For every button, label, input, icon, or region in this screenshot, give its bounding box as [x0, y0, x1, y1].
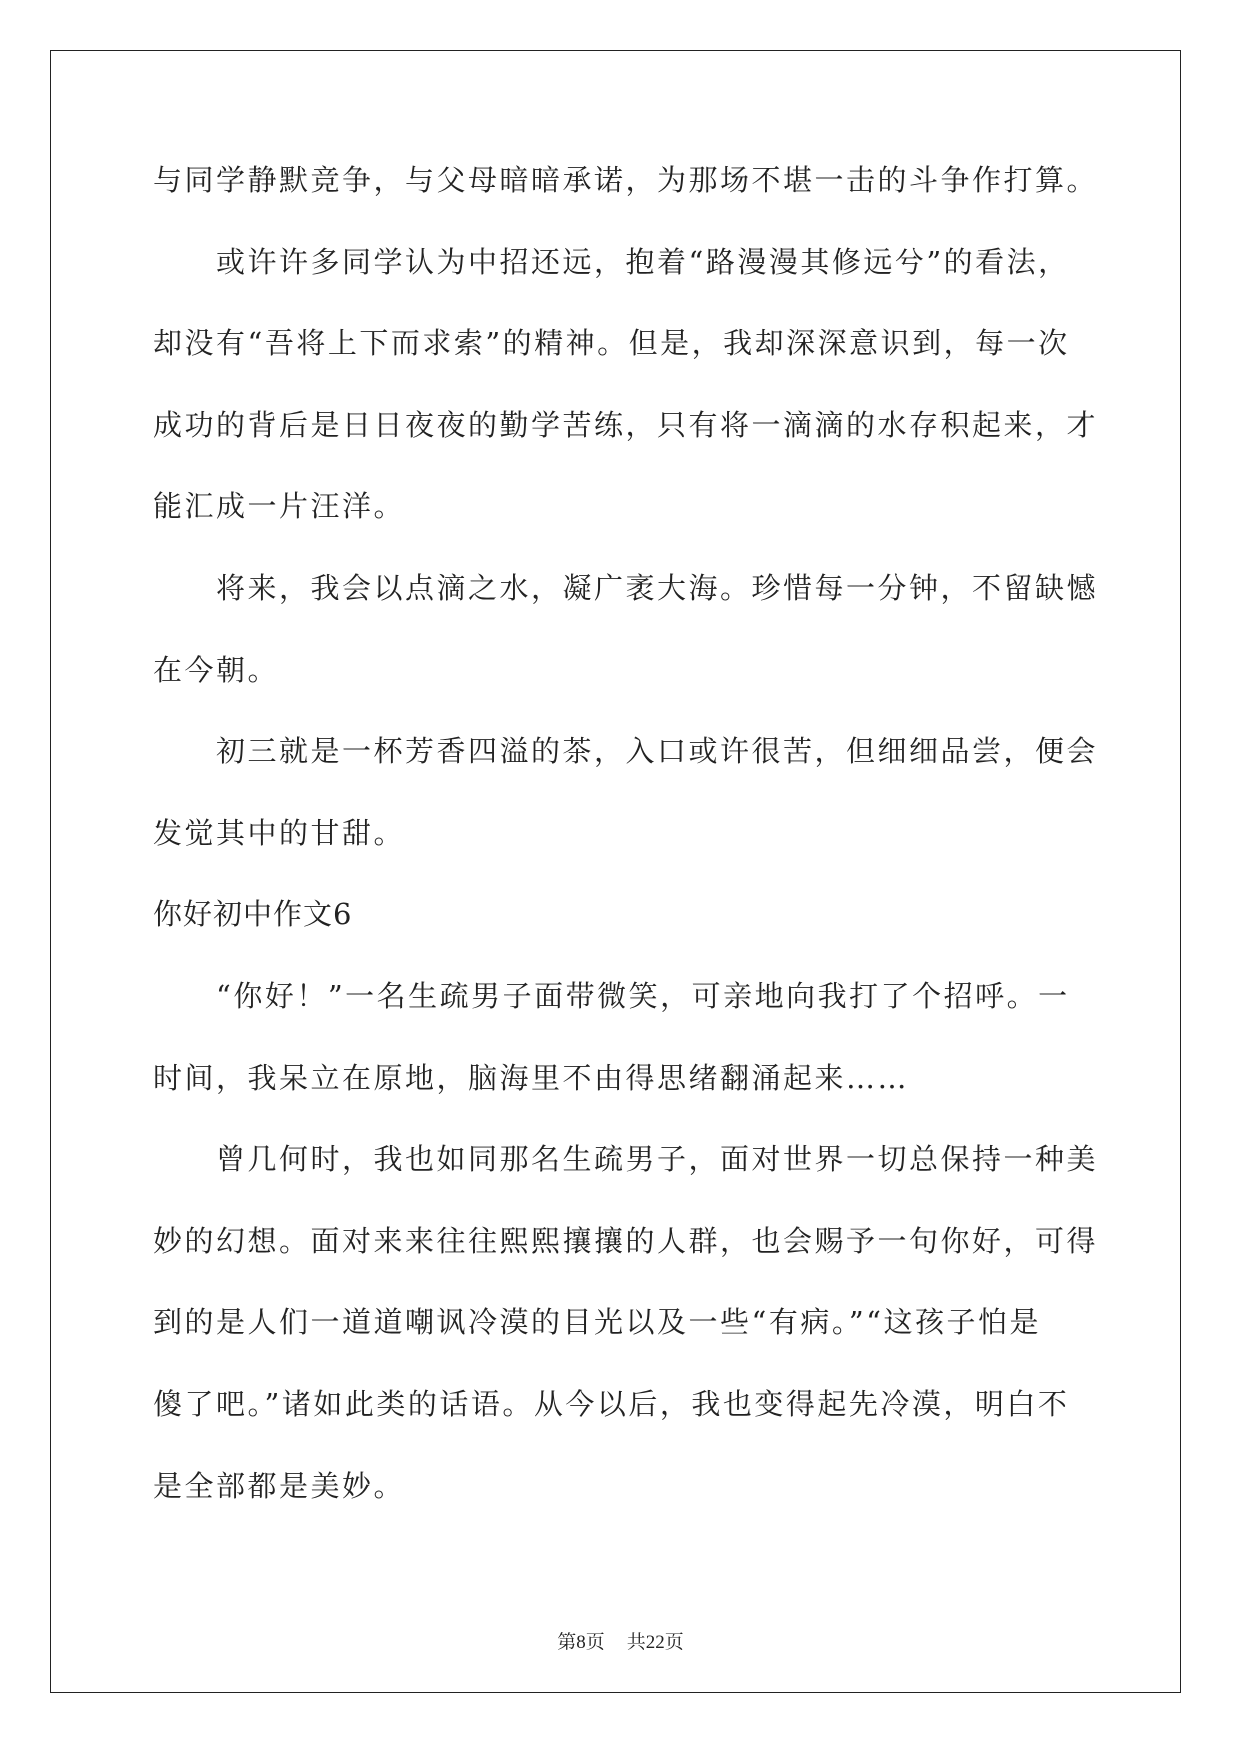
text-line: “你好！”一名生疏男子面带微笑，可亲地向我打了个招呼。一	[216, 978, 1070, 1013]
text-line: 成功的背后是日日夜夜的勤学苦练，只有将一滴滴的水存积起来，才	[153, 407, 1099, 442]
page-total: 共22页	[626, 1632, 684, 1653]
text-line: 初三就是一杯芳香四溢的茶，入口或许很苦，但细细品尝，便会	[216, 734, 1099, 769]
document-body	[153, 163, 1099, 1553]
section-heading: 你好初中作文6	[153, 897, 353, 932]
text-line: 曾几何时，我也如同那名生疏男子，面对世界一切总保持一种美	[216, 1142, 1099, 1177]
text-line: 时间，我呆立在原地，脑海里不由得思绪翻涌起来……	[153, 1060, 910, 1095]
page-number: 第8页	[557, 1632, 605, 1653]
text-line: 在今朝。	[153, 652, 280, 687]
text-line: 却没有“吾将上下而求索”的精神。但是，我却深深意识到，每一次	[153, 326, 1070, 361]
text-line: 发觉其中的甘甜。	[153, 815, 406, 850]
text-line: 将来，我会以点滴之水，凝广袤大海。珍惜每一分钟，不留缺憾	[216, 570, 1099, 605]
page-footer	[0, 1627, 1241, 1654]
text-line: 与同学静默竞争，与父母暗暗承诺，为那场不堪一击的斗争作打算。	[153, 163, 1099, 197]
text-line: 到的是人们一道道嘲讽冷漠的目光以及一些“有病。”“这孩子怕是	[153, 1305, 1041, 1340]
text-line: 能汇成一片汪洋。	[153, 489, 406, 524]
text-line: 或许许多同学认为中招还远，抱着“路漫漫其修远兮”的看法，	[216, 244, 1070, 279]
text-line: 妙的幻想。面对来来往往熙熙攘攘的人群，也会赐予一句你好，可得	[153, 1223, 1099, 1258]
text-line: 是全部都是美妙。	[153, 1468, 406, 1503]
text-line: 傻了吧。”诸如此类的话语。从今以后，我也变得起先冷漠，明白不	[153, 1386, 1070, 1421]
